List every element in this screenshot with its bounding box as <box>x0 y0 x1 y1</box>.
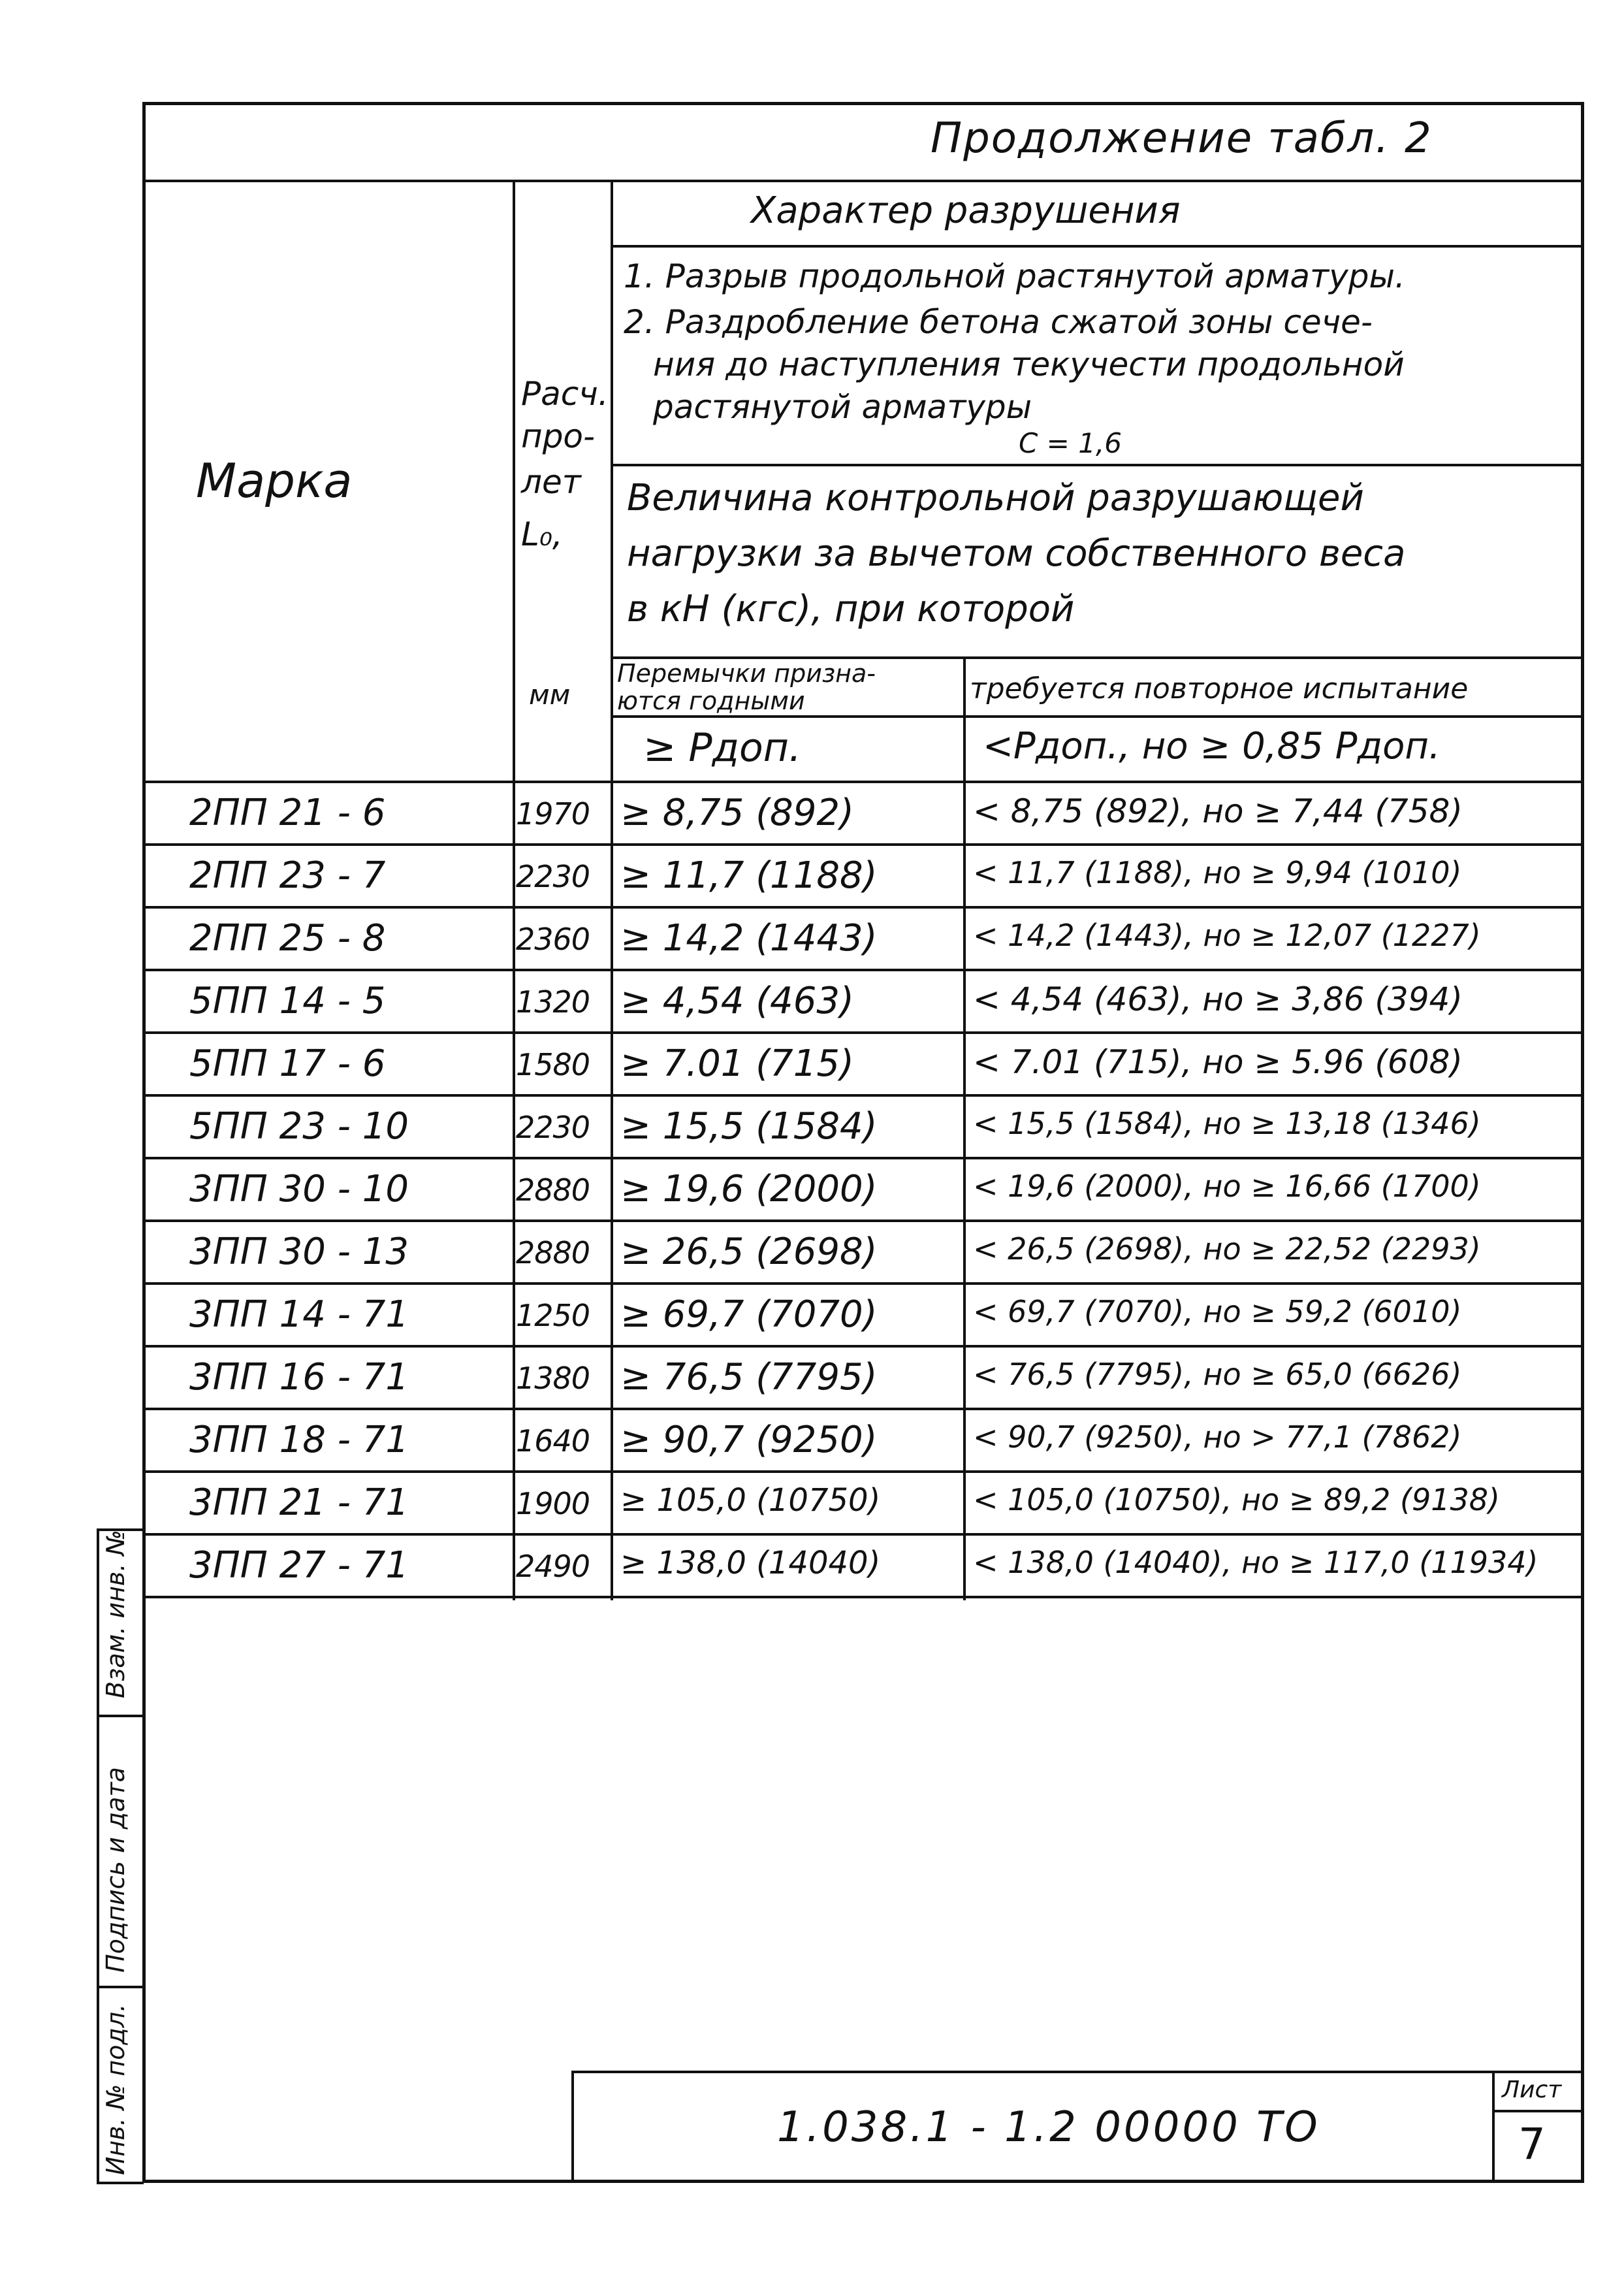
hline-failure-title <box>611 245 1584 248</box>
cell-span: 1320 <box>516 984 590 1020</box>
caption-divider <box>142 180 1584 182</box>
row-divider <box>142 1282 1584 1285</box>
cell-retest: < 69,7 (7070), но ≥ 59,2 (6010) <box>973 1294 1462 1329</box>
cell-mark: 3ПП 21 - 71 <box>189 1481 409 1524</box>
cell-good: ≥ 14,2 (1443) <box>620 917 878 960</box>
row-divider <box>142 1031 1584 1034</box>
binding-divider-2 <box>97 1986 144 1988</box>
cell-retest: < 19,6 (2000), но ≥ 16,66 (1700) <box>973 1169 1481 1204</box>
sub-retest: требуется повторное испытание <box>970 672 1469 705</box>
failure-line-3: ния до наступления текучести продольной <box>653 346 1405 383</box>
row-divider <box>142 1408 1584 1410</box>
failure-line-2: 2. Раздробление бетона сжатой зоны сече- <box>624 303 1373 341</box>
binding-strip-bottom <box>97 2182 144 2184</box>
cell-good: ≥ 69,7 (7070) <box>620 1293 878 1336</box>
cell-mark: 5ПП 23 - 10 <box>189 1105 409 1148</box>
col-span-l5: мм <box>529 679 571 711</box>
cell-good: ≥ 105,0 (10750) <box>620 1482 881 1519</box>
document-code: 1.038.1 - 1.2 00000 ТО <box>777 2103 1320 2152</box>
cell-span: 1640 <box>516 1423 590 1459</box>
row-divider <box>142 1094 1584 1097</box>
col-span-l1: Расч. <box>521 375 609 413</box>
side-label-replacement: Взам. инв. № <box>101 1529 130 1698</box>
cell-good: ≥ 8,75 (892) <box>620 792 854 834</box>
row-divider <box>142 1157 1584 1159</box>
cell-good: ≥ 26,5 (2698) <box>620 1231 878 1273</box>
cell-good: ≥ 11,7 (1188) <box>620 854 878 897</box>
col-span-l3: лет <box>521 463 581 501</box>
cell-mark: 3ПП 16 - 71 <box>189 1356 409 1398</box>
sub-good-l1: Перемычки призна- <box>617 659 876 688</box>
cell-mark: 3ПП 30 - 10 <box>189 1168 409 1210</box>
cell-good: ≥ 7.01 (715) <box>620 1042 854 1085</box>
cell-retest: < 76,5 (7795), но ≥ 65,0 (6626) <box>973 1357 1462 1392</box>
cell-mark: 3ПП 14 - 71 <box>189 1293 409 1336</box>
load-line-1: Величина контрольной разрушающей <box>627 477 1364 519</box>
col-span-l4: L₀, <box>521 515 563 553</box>
cell-span: 1580 <box>516 1047 590 1082</box>
row-divider <box>142 1345 1584 1348</box>
cell-mark: 2ПП 21 - 6 <box>189 792 386 834</box>
p-retest: <Pдоп., но ≥ 0,85 Pдоп. <box>983 725 1441 767</box>
load-line-2: нагрузки за вычетом собственного веса <box>627 532 1406 575</box>
failure-title: Характер разрушения <box>751 189 1181 232</box>
cell-span: 2490 <box>516 1549 590 1584</box>
cell-retest: < 8,75 (892), но ≥ 7,44 (758) <box>973 792 1463 830</box>
col-span-l2: про- <box>521 417 596 455</box>
coefficient: C = 1,6 <box>1019 427 1122 459</box>
sheet-number: 7 <box>1518 2119 1546 2169</box>
row-divider <box>142 843 1584 846</box>
cell-mark: 5ПП 17 - 6 <box>189 1042 386 1085</box>
cell-mark: 3ПП 27 - 71 <box>189 1544 409 1587</box>
cell-good: ≥ 4,54 (463) <box>620 980 854 1022</box>
cell-span: 2880 <box>516 1172 590 1208</box>
hline-header-bottom <box>142 781 1584 783</box>
continuation-caption: Продолжение табл. 2 <box>931 114 1433 163</box>
col-mark-header: Марка <box>196 453 353 508</box>
cell-span: 2880 <box>516 1235 590 1270</box>
cell-good: ≥ 138,0 (14040) <box>620 1545 881 1581</box>
cell-good: ≥ 19,6 (2000) <box>620 1168 878 1210</box>
cell-span: 2360 <box>516 922 590 957</box>
cell-retest: < 11,7 (1188), но ≥ 9,94 (1010) <box>973 855 1462 890</box>
stamp-left-line <box>571 2071 574 2183</box>
cell-mark: 3ПП 18 - 71 <box>189 1419 409 1461</box>
cell-mark: 3ПП 30 - 13 <box>189 1231 409 1273</box>
side-label-inventory: Инв. № подл. <box>101 2003 130 2175</box>
row-divider <box>142 906 1584 909</box>
sub-good-l2: ются годными <box>617 687 805 715</box>
cell-retest: < 15,5 (1584), но ≥ 13,18 (1346) <box>973 1106 1481 1141</box>
row-divider <box>142 1470 1584 1473</box>
cell-span: 1380 <box>516 1361 590 1396</box>
cell-good: ≥ 15,5 (1584) <box>620 1105 878 1148</box>
failure-line-4: растянутой арматуры <box>653 388 1032 426</box>
p-good: ≥ Pдоп. <box>643 725 802 771</box>
binding-strip-line <box>97 1528 99 2183</box>
cell-good: ≥ 76,5 (7795) <box>620 1356 878 1398</box>
col-line-good <box>611 180 613 1600</box>
cell-mark: 2ПП 25 - 8 <box>189 917 386 960</box>
stamp-top-line <box>571 2071 1584 2073</box>
cell-span: 1900 <box>516 1486 590 1521</box>
cell-retest: < 138,0 (14040), но ≥ 117,0 (11934) <box>973 1545 1538 1580</box>
load-line-3: в кН (кгс), при которой <box>627 588 1075 630</box>
cell-span: 1250 <box>516 1298 590 1333</box>
cell-span: 2230 <box>516 859 590 894</box>
row-divider <box>142 1533 1584 1536</box>
cell-mark: 2ПП 23 - 7 <box>189 854 386 897</box>
cell-good: ≥ 90,7 (9250) <box>620 1419 878 1461</box>
cell-retest: < 26,5 (2698), но ≥ 22,52 (2293) <box>973 1231 1481 1267</box>
cell-span: 1970 <box>516 796 590 832</box>
stamp-sheet-divider <box>1492 2110 1584 2112</box>
cell-retest: < 14,2 (1443), но ≥ 12,07 (1227) <box>973 918 1481 953</box>
col-line-span <box>513 180 515 1600</box>
cell-retest: < 90,7 (9250), но > 77,1 (7862) <box>973 1419 1462 1455</box>
hline-failure-desc <box>611 464 1584 466</box>
cell-span: 2230 <box>516 1110 590 1145</box>
cell-retest: < 105,0 (10750), но ≥ 89,2 (9138) <box>973 1482 1500 1517</box>
row-divider <box>142 969 1584 971</box>
failure-line-1: 1. Разрыв продольной растянутой арматуры. <box>624 257 1405 295</box>
col-line-retest <box>963 656 966 1600</box>
binding-divider-1 <box>97 1715 144 1717</box>
cell-mark: 5ПП 14 - 5 <box>189 980 386 1022</box>
side-label-signature: Подпись и дата <box>101 1767 130 1973</box>
cell-retest: < 7.01 (715), но ≥ 5.96 (608) <box>973 1043 1463 1081</box>
sheet-label: Лист <box>1502 2076 1562 2103</box>
stamp-sheet-line <box>1492 2071 1495 2183</box>
row-divider <box>142 1220 1584 1222</box>
row-divider <box>142 1596 1584 1598</box>
cell-retest: < 4,54 (463), но ≥ 3,86 (394) <box>973 980 1463 1018</box>
